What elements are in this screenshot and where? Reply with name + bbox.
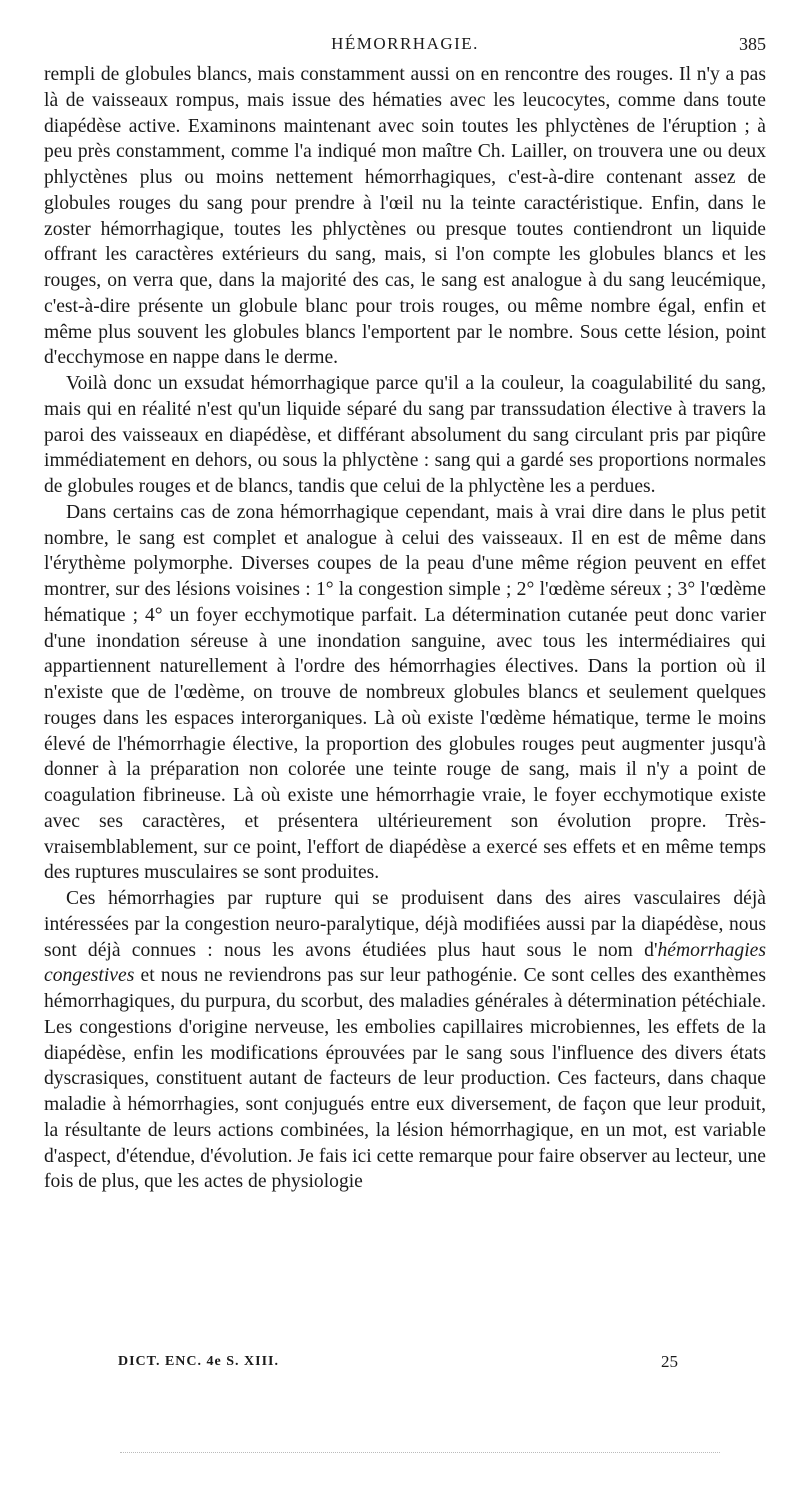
running-head (44, 30, 766, 60)
page-number: 385 (739, 34, 766, 54)
printer-signature: DICT. ENC. 4e S. XIII. (118, 1354, 279, 1369)
signature-line (118, 1352, 678, 1376)
running-title: HÉMORRHAGIE. (331, 34, 479, 53)
paragraph-4-text-after: et nous ne reviendrons pas sur leur pathogénie. Ce sont celles des exanthèmes hémorrhagiques, du purpura, du scorbut, des maladies générales à détermination pétéchiale. Les congestions d'origine nerveuse, les embolies capillaires microbiennes, les effets de la diapédèse, enfin les modifications éprouvées par le sang sous l'influence des divers états dyscrasiques, constituent autant de facteurs de leur production. Ces facteurs, dans chaque maladie à hémorrhagies, sont conjugués entre eux diversement, de façon que leur produit, la résultante de leurs actions combinées, la lésion hémorrhagique, en un mot, est variable d'aspect, d'étendue, d'évolution. Je fais ici cette remarque pour faire observer au lecteur, une fois de plus, que les actes de physiologie (44, 965, 766, 1193)
paragraph-1: rempli de globules blancs, mais constamment aussi on en rencontre des rouges. Il n'y a pas là de vaisseaux rompus, mais issue des hématies avec les leucocytes, comme dans toute diapédèse active. Examinons maintenant avec soin toutes les phlyctènes de l'éruption ; à peu près constamment, comme l'a indiqué mon maître Ch. Lailler, on trouvera une ou deux phlyctènes plus ou moins nettement hémorrhagiques, c'est-à-dire contenant assez de globules rouges du sang pour prendre à l'œil nu la teinte caractéristique. Enfin, dans le zoster hémorrhagique, toutes les phlyctènes ou presque toutes contiendront un liquide offrant les caractères extérieurs du sang, mais, si l'on compte les globules blancs et les rouges, on verra que, dans la majorité des cas, le sang est analogue à du sang leucémique, c'est-à-dire présente un globule blanc pour trois rouges, ou même nombre égal, enfin et même plus souvent les globules blancs l'emportent par le nombre. Sous cette lésion, point d'ecchymose en nappe dans le derme. (44, 64, 766, 369)
paragraph-3: Dans certains cas de zona hémorrhagique cependant, mais à vrai dire dans le plus petit nombre, le sang est complet et analogue à celui des vaisseaux. Il en est de même dans l'érythème polymorphe. Diverses coupes de la peau d'une même région peuvent en effet montrer, sur des lésions voisines : 1° la congestion simple ; 2° l'œdème séreux ; 3° l'œdème hématique ; 4° un foyer ecchymotique parfait. La détermination cutanée peut donc varier d'une inondation séreuse à une inondation sanguine, avec tous les intermédiaires qui appartiennent naturellement à l'ordre des hémorrhagies électives. Dans la portion où il n'existe que de l'œdème, on trouve de nombreux globules blancs et seulement quelques rouges dans les espaces interorganiques. Là où existe l'œdème hématique, terme le moins élevé de l'hémorrhagie élective, la proportion des globules rouges peut augmenter jusqu'à donner à la préparation non colorée une teinte rouge de sang, mais il n'y a point de coagulation fibrineuse. Là où existe une hémorrhagie vraie, le foyer ecchymotique existe avec ses caractères, et présentera ultérieurement son évolution propre. Très-vraisemblablement, sur ce point, l'effort de diapédèse a exercé ses effets et en même temps des ruptures musculaires se sont produites. (44, 501, 766, 884)
body-text (44, 62, 766, 1195)
paragraph-4 (44, 886, 766, 1195)
scan-artifact-line (120, 1452, 720, 1453)
paragraph-4-italic-term: hémorrhagies congestives (44, 939, 766, 987)
paragraph-4-text-before: Ces hémorrhagies par rupture qui se produisent dans des aires vasculaires déjà intéressées par la congestion neuro-paralytique, déjà modifiées aussi par la diapédèse, nous sont déjà connues : nous les avons étudiées plus haut sous le nom d' (44, 888, 766, 961)
paragraph-2: Voilà donc un exsudat hémorrhagique parce qu'il a la couleur, la coagulabilité du sang, mais qui en réalité n'est qu'un liquide séparé du sang par transsudation élective à travers la paroi des vaisseaux en diapédèse, et différant absolument du sang circulant pris par piqûre immédiatement en dehors, ou sous la phlyctène : sang qui a gardé ses proportions normales de globules rouges et de blancs, tandis que celui de la phlyctène les a perdues. (44, 373, 766, 497)
signature-number: 25 (661, 1352, 678, 1371)
